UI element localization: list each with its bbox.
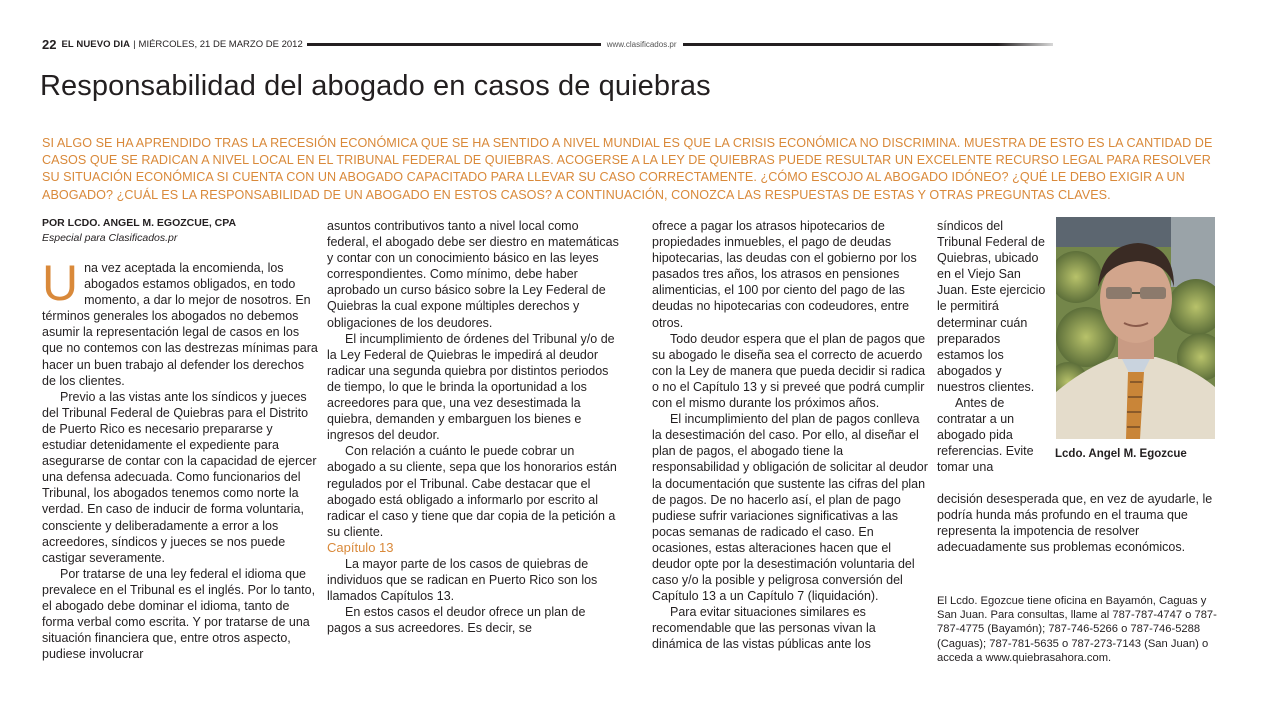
- section-subhead: Capítulo 13: [327, 539, 394, 555]
- paragraph-text: na vez aceptada la encomienda, los abogados estamos obligados, en todo momento, a dar lo mejor de nosotros. En términos generales los abogados no debemos asumir la representación legal de casos en los que no contemos con las destrezas mínimas para hacer un buen trabajo al defender los derechos de los clientes.: [42, 261, 318, 388]
- page-folio: [42, 37, 1242, 51]
- paragraph: Por tratarse de una ley federal el idioma que prevalece en el Tribunal es el inglés. Por lo tanto, el abogado debe dominar el idioma, tanto de forma verbal como escrita. Y por tratarse de una situación financiera que, entre otros aspecto, pudiese involucrar: [42, 566, 316, 662]
- paragraph: Todo deudor espera que el plan de pagos que su abogado le diseña sea el correcto de acuerdo con la Ley de manera que pueda decidir si radica o no el Capítulo 13 y si preveé que podrá cumplir con el mismo durante los próximos años.: [652, 331, 926, 411]
- paragraph: Con relación a cuánto le puede cobrar un abogado a su cliente, sepa que los honorarios están regulados por el Tribunal. Cabe destacar que el abogado está obligado a informarlo por escrito al radicar el caso y tiene que dar copia de la petición a su cliente.: [327, 444, 617, 539]
- article-headline: Responsabilidad del abogado en casos de quiebras: [40, 70, 711, 102]
- author-photo: [1056, 217, 1215, 439]
- article-column-4-continued: [937, 491, 1215, 555]
- article-column-1: [42, 255, 319, 662]
- article-column-2: [327, 218, 619, 636]
- folio-rule: [683, 43, 1053, 46]
- paragraph: Previo a las vistas ante los síndicos y jueces del Tribunal Federal de Quiebras para el Distrito de Puerto Rico es necesario prepararse y estudiar detenidamente el expediente para asegurarse de contar con la capacidad de ejercer una defensa adecuada. Como funcionarios del Tribunal, los abogados tenemos como norte la verdad. En caso de inducir de forma voluntaria, consciente y deliberadamente a error a los acreedores, síndicos y jueces se nos puede castigar severamente.: [42, 389, 317, 565]
- paragraph: Para evitar situaciones similares es recomendable que las personas vivan la dinámica de las vistas públicas ante los: [652, 605, 876, 652]
- paragraph: La mayor parte de los casos de quiebras de individuos que se radican en Puerto Rico son los llamados Capítulos 13.: [327, 556, 598, 604]
- site-url: www.clasificados.pr: [606, 39, 677, 49]
- article-deck: SI ALGO SE HA APRENDIDO TRAS LA RECESIÓN ECONÓMICA QUE SE HA SENTIDO A NIVEL MUNDIAL ES QUE LA CRISIS ECONÓMICA NO DISCRIMINA. MUESTRA DE ESTO ES LA CANTIDAD DE CASOS QUE SE RADICAN A NIVEL LOCAL EN EL TRIBUNAL FEDERAL DE QUIEBRAS. ACOGERSE A LA LEY DE QUIEBRAS PUEDE RESULTAR UN EXCELENTE RECURSO LEGAL PARA RESOLVER SU SITUACIÓN ECONÓMICA SI CUENTA CON UN ABOGADO CAPACITADO PARA LLEVAR SU CASO CORRECTAMENTE. ¿CÓMO ESCOJO AL ABOGADO IDÓNEO? ¿QUÉ LE DEBO EXIGIR A UN ABOGADO? ¿CUÁL ES LA RESPONSABILIDAD DE UN ABOGADO EN ESTOS CASOS? A CONTINUACIÓN, CONOZCA LAS RESPUESTAS DE ESTAS Y OTRAS PREGUNTAS CLAVES.: [42, 136, 1213, 202]
- article-column-3: [652, 218, 929, 653]
- paragraph: El incumplimiento de órdenes del Tribunal y/o de la Ley Federal de Quiebras le impedirá al deudor radicar una segunda quiebra por distintos periodos de tiempo, lo que le brinda la oportunidad a los acreedores para que, una vez desestimada la quiebra, demanden y embarguen los bienes e ingresos del deudor.: [327, 331, 615, 443]
- issue-date: MIÉRCOLES, 21 DE MARZO DE 2012: [138, 38, 303, 50]
- paragraph: síndicos del Tribunal Federal de Quiebras, ubicado en el Viejo San Juan. Este ejercicio le permitirá determinar cuán preparados estamos los abogados y nuestros clientes.: [937, 219, 1046, 394]
- article-column-4: [937, 218, 1049, 476]
- folio-rule: [307, 43, 601, 46]
- newspaper-name: EL NUEVO DIA: [61, 38, 131, 50]
- credit-line: Especial para Clasificados.pr: [42, 232, 178, 244]
- contact-info: El Lcdo. Egozcue tiene oficina en Bayamón, Caguas y San Juan. Para consultas, llame al 787-787-4747 o 787-787-4775 (Bayamón); 787-746-5266 o 787-746-5288 (Caguas); 787-781-5635 o 787-273-7143 (San Juan) o acceda a www.quiebrasahora.com.: [937, 595, 1217, 664]
- photo-caption: Lcdo. Angel M. Egozcue: [1055, 448, 1187, 460]
- byline: POR LCDO. ANGEL M. EGOZCUE, CPA: [42, 217, 237, 229]
- page-number: 22: [42, 36, 57, 52]
- paragraph: [42, 255, 319, 389]
- author-portrait-image: [1056, 217, 1215, 439]
- paragraph: asuntos contributivos tanto a nivel local como federal, el abogado debe ser diestro en matemáticas y contar con un conocimiento básico en las leyes correspondientes. Como mínimo, debe haber aprobado un curso básico sobre la Ley Federal de Quiebras la cual expone múltiples derechos y obligaciones de los deudores.: [327, 219, 619, 330]
- paragraph: Antes de contratar a un abogado pida referencias. Evite tomar una: [937, 396, 1034, 475]
- paragraph: ofrece a pagar los atrasos hipotecarios de propiedades inmuebles, el pago de deudas hipotecarias, las deudas con el gobierno por los pasados tres años, los atrasos en pensiones alimenticias, el 100 por ciento del pago de las deudas no hipotecarias con codeudores, entre otros.: [652, 219, 917, 330]
- folio-separator: |: [133, 38, 136, 50]
- drop-cap: U: [42, 255, 79, 311]
- paragraph: decisión desesperada que, en vez de ayudarle, le podría hunda más profundo en el trauma que representa la impotencia de resolver adecuadamente sus problemas económicos.: [937, 492, 1213, 555]
- paragraph: El incumplimiento del plan de pagos conlleva la desestimación del caso. Por ello, al diseñar el plan de pagos, el abogado tiene la responsabilidad y obligación de solicitar al deudor la documentación que sustente las cifras del plan de pagos. De no hacerlo así, el plan de pago pudiese sufrir variaciones significativas a las pocas semanas de radicado el caso. En ocasiones, estas alteraciones hacen que el deudor opte por la desestimación voluntaria del caso y/o la posible y peligrosa conversión del Capítulo 13 a un Capítulo 7 (liquidación).: [652, 412, 928, 604]
- paragraph: En estos casos el deudor ofrece un plan de pagos a sus acreedores. Es decir, se: [327, 605, 586, 636]
